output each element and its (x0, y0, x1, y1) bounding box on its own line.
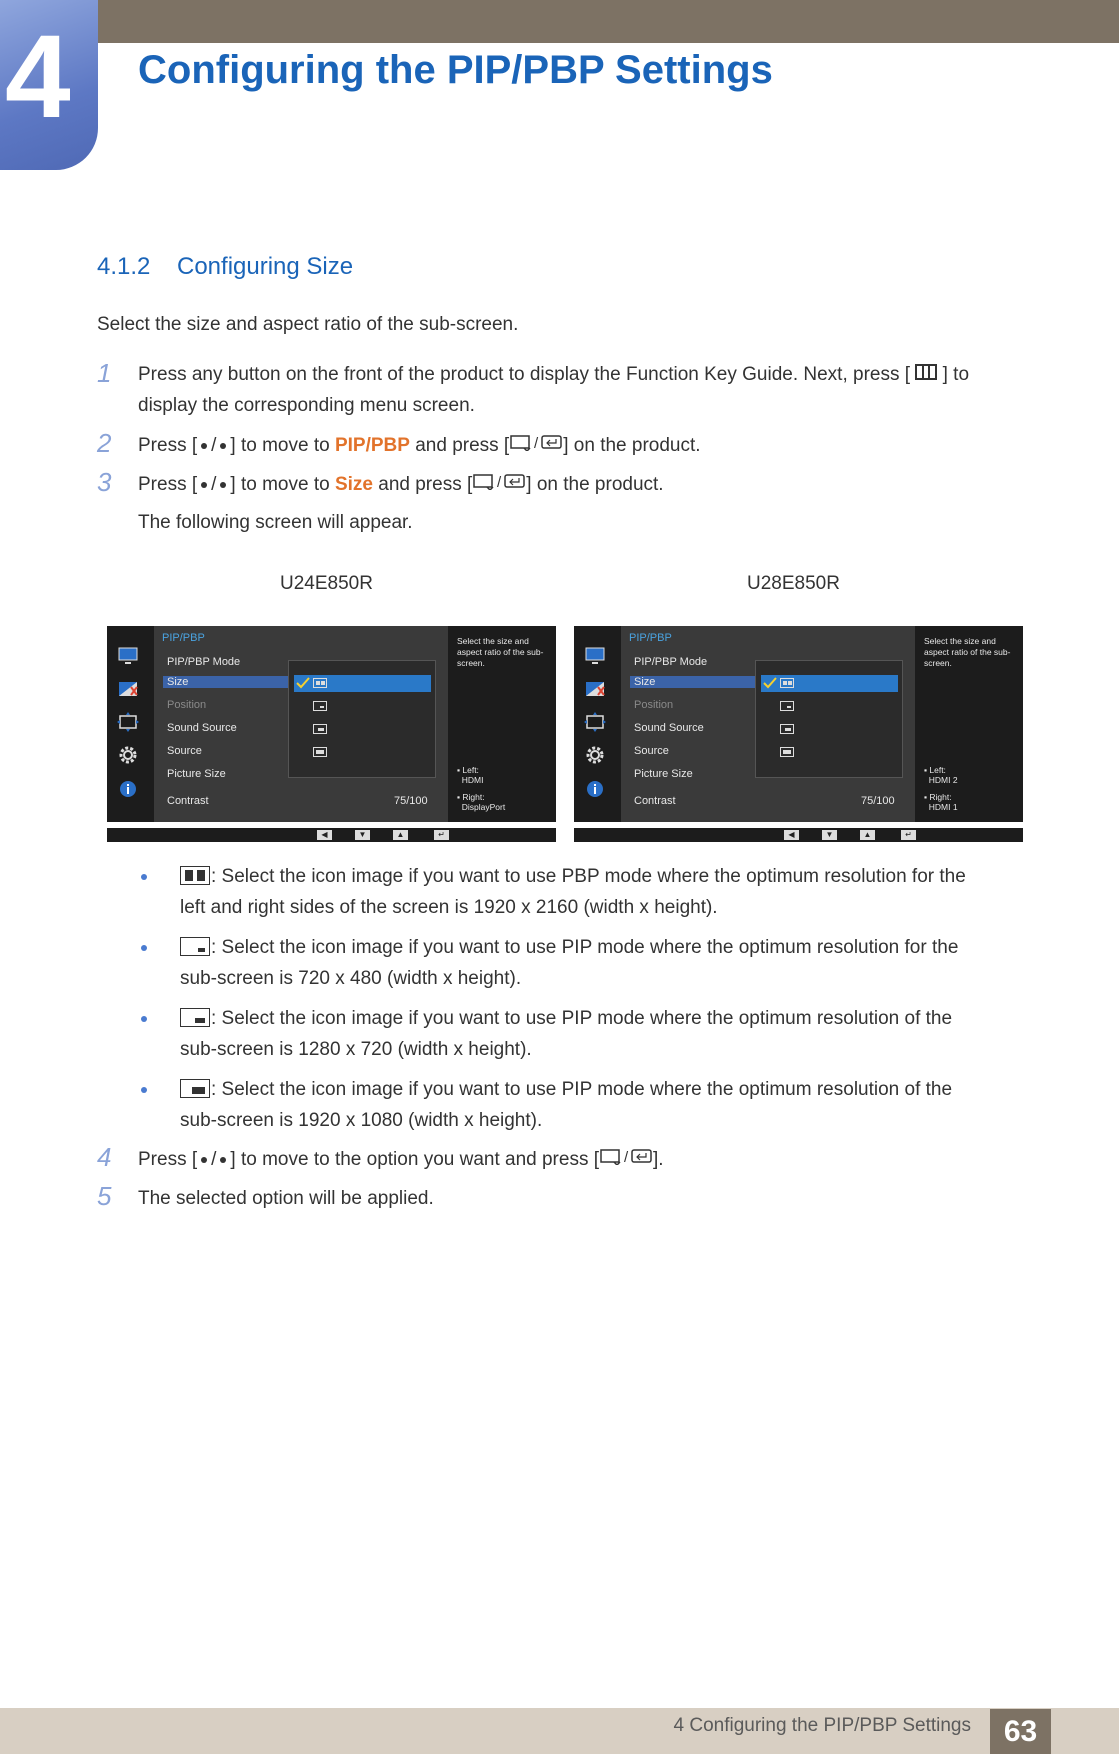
osd-info-text: Select the size and aspect ratio of the sub-screen. (924, 636, 1011, 668)
chapter-number: 4 (5, 11, 71, 143)
size-option-pbp[interactable] (294, 675, 431, 692)
pbp-icon (180, 866, 210, 885)
bullet-text: : Select the icon image if you want to use PIP mode where the optimum resolution for the (211, 937, 959, 958)
size-option-pip-small[interactable] (761, 698, 898, 715)
step-number: 5 (97, 1181, 112, 1211)
step-1-text (138, 359, 1038, 421)
osd-right-source: ▪ Right: HDMI 1 (924, 792, 958, 812)
bullet-dot (141, 874, 147, 880)
header-bar (0, 0, 1119, 43)
step-number: 2 (97, 428, 112, 458)
up-key-icon (201, 482, 207, 488)
info-icon (117, 779, 139, 799)
left-arrow-button[interactable]: ◀ (317, 830, 332, 840)
bullet-text: : Select the icon image if you want to use PBP mode where the optimum resolution for the (211, 866, 966, 887)
svg-text:/: / (624, 1149, 629, 1166)
size-option-pip-medium[interactable] (761, 721, 898, 738)
step-text: and press [ (409, 435, 510, 456)
step-3-followup: The following screen will appear. (138, 512, 413, 533)
source-enter-key-icon (472, 469, 526, 500)
step-text: ] on the product. (563, 435, 701, 456)
enter-button[interactable]: ↵ (901, 830, 916, 840)
step-1-text-a: Press any button on the front of the product to display the Function Key Guide. Next, press [ (138, 364, 911, 385)
left-label: Left: (929, 765, 946, 775)
up-key-icon (201, 1157, 207, 1163)
section-title: Configuring Size (177, 253, 354, 280)
step-1-text-c: display the corresponding menu screen. (138, 395, 475, 417)
bullet-pip-medium (180, 1003, 1070, 1065)
step-text: ] to move to (230, 435, 335, 456)
picture-icon (117, 645, 139, 665)
size-position-icon (117, 712, 139, 732)
right-label: Right: (929, 792, 952, 802)
right-value: DisplayPort (461, 802, 506, 812)
contrast-value: 75/100 (394, 795, 428, 807)
osd-item-size[interactable]: Size (630, 676, 756, 688)
step-text: and press [ (372, 474, 473, 495)
pip-large-icon (180, 1079, 210, 1098)
page-number: 63 (990, 1709, 1051, 1754)
enter-button[interactable]: ↵ (434, 830, 449, 840)
slash: / (211, 1149, 217, 1170)
osd-item-size[interactable]: Size (163, 676, 289, 688)
slash: / (211, 474, 217, 495)
step-text: ] to move to (230, 474, 335, 495)
left-value: HDMI (461, 775, 484, 785)
pip-medium-icon (780, 724, 794, 734)
up-arrow-button[interactable]: ▲ (393, 830, 408, 840)
osd-left-source: ▪ Left: HDMI (457, 765, 484, 785)
intro-text: Select the size and aspect ratio of the sub-screen. (97, 314, 519, 335)
model-label-u28: U28E850R (747, 573, 840, 594)
left-value: HDMI 2 (928, 775, 958, 785)
size-option-pip-medium[interactable] (294, 721, 431, 738)
pip-small-icon (780, 701, 794, 711)
osd-side-icons (574, 626, 620, 822)
color-icon (117, 679, 139, 699)
osd-menu (154, 626, 448, 822)
pip-large-icon (313, 747, 327, 757)
step-3-text (138, 469, 1038, 500)
osd-item-source[interactable]: Source (167, 745, 202, 757)
size-position-icon (584, 712, 606, 732)
bullet-text: sub-screen is 1920 x 1080 (width x height). (180, 1110, 543, 1131)
bullet-pip-large (180, 1074, 1070, 1136)
info-icon (584, 779, 606, 799)
size-options-panel (288, 660, 436, 778)
chapter-tab (0, 0, 98, 170)
osd-item-sound-source[interactable]: Sound Source (167, 722, 237, 734)
slash: / (211, 435, 217, 456)
section-heading (97, 253, 353, 281)
pip-small-icon (180, 937, 210, 956)
left-label: Left: (462, 765, 479, 775)
step-text: Press [ (138, 1149, 198, 1170)
chapter-title: Configuring the PIP/PBP Settings (138, 48, 773, 92)
step-number: 3 (97, 467, 112, 497)
step-text: ] on the product. (526, 474, 664, 495)
right-value: HDMI 1 (928, 802, 958, 812)
osd-item-contrast[interactable]: Contrast (167, 795, 209, 807)
osd-nav-bar (574, 828, 1023, 842)
osd-item-source[interactable]: Source (634, 745, 669, 757)
section-number: 4.1.2 (97, 253, 151, 280)
osd-screenshot-u28 (574, 626, 1023, 844)
osd-menu (621, 626, 915, 822)
osd-item-pip-pbp-mode[interactable]: PIP/PBP Mode (634, 656, 708, 668)
bullet-pbp (180, 861, 1070, 923)
down-key-icon (220, 443, 226, 449)
size-option-pip-large[interactable] (294, 744, 431, 761)
gear-icon (584, 745, 606, 765)
gear-icon (117, 745, 139, 765)
osd-item-picture-size[interactable]: Picture Size (634, 768, 693, 780)
pip-small-icon (313, 701, 327, 711)
down-arrow-button[interactable]: ▼ (822, 830, 837, 840)
size-option-pip-large[interactable] (761, 744, 898, 761)
up-arrow-button[interactable]: ▲ (860, 830, 875, 840)
step-2-text (138, 430, 1038, 461)
pip-medium-icon (313, 724, 327, 734)
step-number: 4 (97, 1142, 112, 1172)
step-text: ]. (653, 1149, 664, 1170)
menu-key-icon (915, 359, 937, 390)
source-enter-key-icon (509, 430, 563, 461)
osd-screenshot-u24 (107, 626, 556, 844)
bullet-text: sub-screen is 1280 x 720 (width x height). (180, 1039, 532, 1060)
color-icon (584, 679, 606, 699)
bullet-dot (141, 1087, 147, 1093)
pbp-icon (780, 678, 794, 688)
up-key-icon (201, 443, 207, 449)
left-arrow-button[interactable]: ◀ (784, 830, 799, 840)
osd-item-sound-source[interactable]: Sound Source (634, 722, 704, 734)
source-enter-key-icon (599, 1144, 653, 1175)
osd-info-text: Select the size and aspect ratio of the sub-screen. (457, 636, 544, 668)
step-target: PIP/PBP (334, 435, 410, 456)
checkmark-icon (763, 677, 777, 689)
bullet-text: sub-screen is 720 x 480 (width x height). (180, 968, 522, 989)
pbp-icon (313, 678, 327, 688)
pip-medium-icon (180, 1008, 210, 1027)
step-text: Press [ (138, 435, 198, 456)
step-text: Press [ (138, 474, 198, 495)
osd-side-icons (107, 626, 153, 822)
svg-text:/: / (534, 435, 539, 452)
osd-menu-title: PIP/PBP (629, 632, 672, 644)
bullet-text: : Select the icon image if you want to use PIP mode where the optimum resolution of the (211, 1079, 953, 1100)
osd-info-panel (451, 626, 556, 822)
down-key-icon (220, 1157, 226, 1163)
osd-item-contrast[interactable]: Contrast (634, 795, 676, 807)
osd-nav-bar (107, 828, 556, 842)
size-options-panel (755, 660, 903, 778)
bullet-text: left and right sides of the screen is 1920 x 2160 (width x height). (180, 897, 718, 918)
down-key-icon (220, 482, 226, 488)
right-label: Right: (462, 792, 485, 802)
bullet-text: : Select the icon image if you want to use PIP mode where the optimum resolution of the (211, 1008, 953, 1029)
osd-item-picture-size[interactable]: Picture Size (167, 768, 226, 780)
down-arrow-button[interactable]: ▼ (355, 830, 370, 840)
osd-right-source: ▪ Right: DisplayPort (457, 792, 506, 812)
step-1-text-b: ] to (942, 364, 970, 385)
bullet-pip-small (180, 932, 1070, 994)
step-number: 1 (97, 358, 112, 388)
osd-info-panel (918, 626, 1023, 822)
checkmark-icon (296, 677, 310, 689)
step-target: Size (334, 474, 373, 495)
osd-item-position[interactable]: Position (634, 699, 674, 711)
picture-icon (584, 645, 606, 665)
osd-left-source: ▪ Left: HDMI 2 (924, 765, 958, 785)
svg-text:/: / (497, 474, 502, 491)
size-option-pbp[interactable] (761, 675, 898, 692)
bullet-dot (141, 945, 147, 951)
osd-item-position[interactable]: Position (167, 699, 207, 711)
bullet-dot (141, 1016, 147, 1022)
osd-menu-title: PIP/PBP (162, 632, 205, 644)
osd-item-pip-pbp-mode[interactable]: PIP/PBP Mode (167, 656, 241, 668)
contrast-value: 75/100 (861, 795, 895, 807)
step-4-text (138, 1144, 1038, 1175)
pip-large-icon (780, 747, 794, 757)
step-5-text: The selected option will be applied. (138, 1188, 434, 1209)
footer-chapter-label: 4 Configuring the PIP/PBP Settings (673, 1715, 971, 1736)
model-label-u24: U24E850R (280, 573, 373, 594)
size-option-pip-small[interactable] (294, 698, 431, 715)
step-text: ] to move to the option you want and press [ (230, 1149, 600, 1170)
